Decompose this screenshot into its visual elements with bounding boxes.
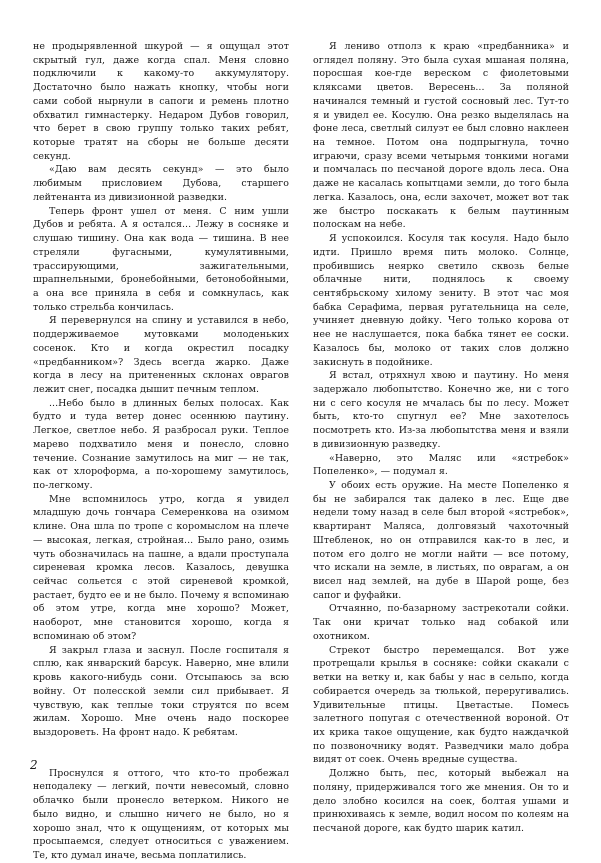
page-number: 2: [30, 758, 38, 772]
left-column: [33, 40, 289, 863]
paragraph: Стрекот быстро перемещался. Вот уже протрещали крылья в сосняке: сойки скакали с ветки на ветку и, как бабы у нас в сельпо, когда собирается очередь за тюлькой, переругивались. Удивительные птицы. Цветастые. Помесь залетного попугая с отечественной вороной. От их крика такое ощущение, как будто наждачкой по позвоночнику водят. Разведчики мало добра видят от соек. Очень вредные существа.: [313, 644, 569, 766]
paragraph: Я лениво отполз к краю «предбанника» и оглядел поляну. Это была сухая мшаная поляна, поросшая кое-где вереском с фиолетовыми кляксами цветов. Вересень... За поляной начинался темный и густой сосновый лес. Тут-то я и увидел ее. Косулю. Она резко выделялась на фоне леса, светлый силуэт ее был словно наклеен на темное. Потом она подпрыгнула, точно играючи, сразу всеми четырьмя тонкими ногами и помчалась по песчаной дороге вдоль леса. Она даже не касалась копытцами земли, до того была легка. Казалось, она, если захочет, может вот так же быстро поскакать к белым паутинным полоскам на небе.: [313, 41, 569, 231]
paragraph: Теперь фронт ушел от меня. С ним ушли Дубов и ребята. А я остался... Лежу в сосняке и слушаю тишину. Она как вода — тишина. В нее стреляли фугасными, кумулятивными, трассирующими, зажигательными, шрапнельными, бронебойными, бетонобойными, а она все приняла в себя и сомкнулась, как только стрельба кончилась.: [33, 205, 289, 313]
right-column: [313, 40, 569, 836]
paragraph: Я встал, отряхнул хвою и паутину. Но меня задержало любопытство. Конечно же, ни с того ни с сего косуля не мчалась бы по лесу. Может быть, кто-то спугнул ее? Мне захотелось посмотреть кто. Из-за любопытства меня и взяли в дивизионную разведку.: [313, 370, 569, 450]
paragraph: У обоих есть оружие. На месте Попеленко я бы не забирался так далеко в лес. Еще две недели тому назад в селе был второй «ястребок», квартирант Маляса, долговязый чахоточный Штебленок, но он отправился как-то в лес, и потом его долго не могли найти — все потому, что искали на земле, в листьях, по оврагам, а он висел над землей, на дубе в Шарой роще, без сапог и фуфайки.: [313, 480, 569, 601]
paragraph: Я успокоился. Косуля так косуля. Надо было идти. Пришло время пить молоко. Солнце, пробившись неярко светило сквозь белые облачные нити, поднялось к своему сентябрьскому хилому зениту. В этот час моя бабка Серафима, первая ругательница на селе, учиняет дневную дойку. Чего только корова от нее не наслушается, пока бабка тянет ее соски. Казалось бы, молоко от таких слов должно закиснуть в подойнике.: [313, 233, 569, 368]
paragraph: ...Небо было в длинных белых полосах. Как будто и туда ветер донес осеннюю паутину. Легкое, светлое небо. Я разбросал руки. Теплое марево подхватило меня и понесло, словно течение. Сознание замутилось на миг — не так, как от хлороформа, а по-хорошему замутилось, по-легкому.: [33, 397, 289, 491]
paragraph: Проснулся я оттого, что кто-то пробежал неподалеку — легкий, почти невесомый, словно облачко были пронесло ветерком. Никого не было видно, и слышно ничего не было, но я хорошо знал, что к ощущениям, от которых мы просыпаемся, следует относиться с уважением. Те, кто думал иначе, весьма поплатились.: [33, 767, 289, 861]
section-break: [33, 740, 289, 767]
paragraph: Мне вспомнилось утро, когда я увидел младшую дочь гончара Семеренкова на озимом клине. Она шла по тропе с коромыслом на плече — высокая, легкая, стройная... Было рано, озимь чуть обозначилась на пашне, а вдали проступала сиреневая кромка лесов. Казалось, девушка сейчас сольется с этой сиреневой кромкой, растает, будто ее и не было. Почему я вспоминаю об этом утре, когда мне хорошо? Может, наоборот, мне становится хорошо, когда я вспоминаю об этом?: [33, 493, 289, 642]
paragraph: не продырявленной шкурой — я ощущал этот скрытый гул, даже когда спал. Меня словно подключили к какому-то аккумулятору. Достаточно было нажать кнопку, чтобы ноги сами собой нырнули в сапоги и ремень плотно обхватил гимнастерку. Недаром Дубов говорил, что берет в свою группу только таких ребят, которые тратят на сборы не больше десяти секунд.: [33, 41, 289, 162]
paragraph: «Наверно, это Маляс или «ястребок» Попеленко», — подумал я.: [313, 452, 569, 478]
paragraph: Должно быть, пес, который выбежал на поляну, придерживался того же мнения. Он то и дело злобно косился на соек, болтая ушами и принюхиваясь к земле, водил носом по колеям на песчаной дороге, как будто шарик катил.: [313, 768, 569, 834]
paragraph: «Даю вам десять секунд» — это было любимым присловием Дубова, старшего лейтенанта из дивизионной разведки.: [33, 164, 289, 203]
paragraph: Я закрыл глаза и заснул. После госпиталя я сплю, как январский барсук. Наверно, мне влили кровь какого-нибудь сони. Отсыпаюсь за всю войну. От полесской земли сил прибывает. Я чувствую, как теплые токи струятся по всем жилам. Хорошо. Мне очень надо поскорее выздороветь. На фронт надо. К ребятам.: [33, 644, 289, 738]
paragraph: Отчаянно, по-базарному застрекотали сойки. Так они кричат только над собакой или охотником.: [313, 603, 569, 642]
paragraph: Я перевернулся на спину и уставился в небо, поддерживаемое мутовками молоденьких сосенок. Кто и когда окрестил посадку «предбанником»? Здесь всегда жарко. Даже когда в лесу на притененных склонах оврагов лежит снег, посадка дышит печным теплом.: [33, 315, 289, 395]
